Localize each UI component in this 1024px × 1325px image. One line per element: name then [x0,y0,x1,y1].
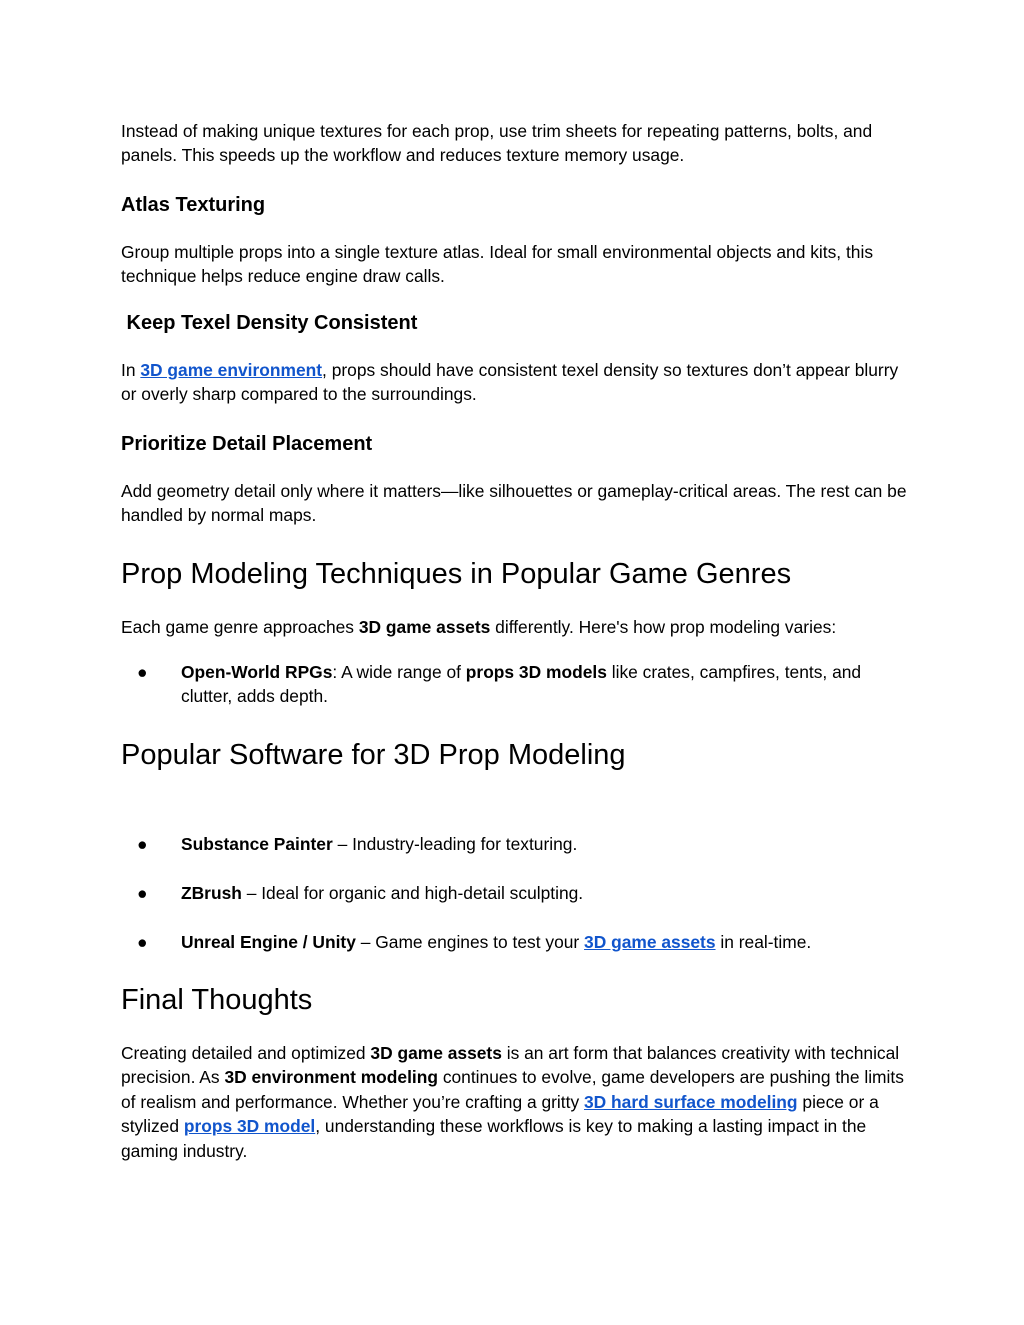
heading-atlas-texturing: Atlas Texturing [121,194,266,216]
bullet: ● [137,883,148,903]
genres-pre: Each game genre approaches [121,617,359,637]
link-3d-game-assets[interactable]: 3D game assets [584,932,716,952]
software-name: ZBrush [181,883,242,903]
texel-post: , props should have consistent texel density so textures don’t appear blurry or overly sharp compared to the surroundings. [121,360,899,405]
software-name: Substance Painter [181,834,333,854]
genre-name: Open-World RPGs [181,662,333,682]
list-item [121,832,911,856]
final-text-1: Creating detailed and optimized [121,1043,371,1063]
final-text-5: , understanding these workflows is key to making a lasting impact in the gaming industry. [121,1116,867,1161]
software-name: Unreal Engine / Unity [181,932,356,952]
final-text-4: piece or a stylized [121,1091,879,1137]
final-text-2: is an art form that balances creativity with technical precision. As [121,1043,900,1088]
genres-post: differently. Here's how prop modeling varies: [490,617,837,637]
software-list [121,930,911,954]
final-bold-2: 3D environment modeling [224,1067,438,1088]
genre-list [121,660,911,709]
list-item [121,881,911,905]
link-3d-game-environment[interactable]: 3D game environment [140,360,323,380]
heading-popular-software: Popular Software for 3D Prop Modeling [121,739,626,771]
software-desc: – Game engines to test your [355,932,585,952]
texel-pre: In [121,360,141,380]
bullet: ● [137,834,148,854]
bullet: ● [137,662,148,682]
heading-texel-density: Keep Texel Density Consistent [121,312,418,334]
software-desc: – Industry-leading for texturing. [332,834,578,854]
link-props-3d-model[interactable]: props 3D model [183,1116,316,1137]
genres-paragraph [121,615,911,639]
software-post: in real-time. [715,932,812,952]
genre-post: like crates, campfires, tents, and clutter, adds depth. [181,662,862,707]
list-item [121,930,911,954]
texel-paragraph [121,358,911,407]
genre-text: : A wide range of [332,662,466,682]
genres-bold: 3D game assets [358,617,491,637]
final-bold-1: 3D game assets [370,1043,502,1063]
trim-sheet-paragraph: Instead of making unique textures for each prop, use trim sheets for repeating patterns, bolts, and panels. This speeds up the workflow and reduces texture memory usage. [121,121,873,166]
software-list [121,832,911,856]
atlas-paragraph: Group multiple props into a single texture atlas. Ideal for small environmental objects and kits, this technique helps reduce engine draw calls. [121,242,874,287]
heading-game-genres: Prop Modeling Techniques in Popular Game Genres [121,558,792,590]
list-item [121,660,911,709]
detail-paragraph: Add geometry detail only where it matters—like silhouettes or gameplay-critical areas. The rest can be handled by normal maps. [121,481,907,526]
bullet: ● [137,932,148,952]
software-desc: – Ideal for organic and high-detail sculpting. [241,883,584,903]
software-list [121,881,911,905]
heading-final-thoughts: Final Thoughts [121,984,313,1016]
final-text-3: continues to evolve, game developers are pushing the limits of realism and performance. Whether you’re crafting a gritty [121,1067,904,1112]
heading-detail-placement: Prioritize Detail Placement [121,433,373,455]
final-paragraph [121,1041,911,1163]
link-3d-hard-surface-modeling[interactable]: 3D hard surface modeling [583,1091,798,1112]
genre-bold-models: props 3D models [465,662,607,682]
